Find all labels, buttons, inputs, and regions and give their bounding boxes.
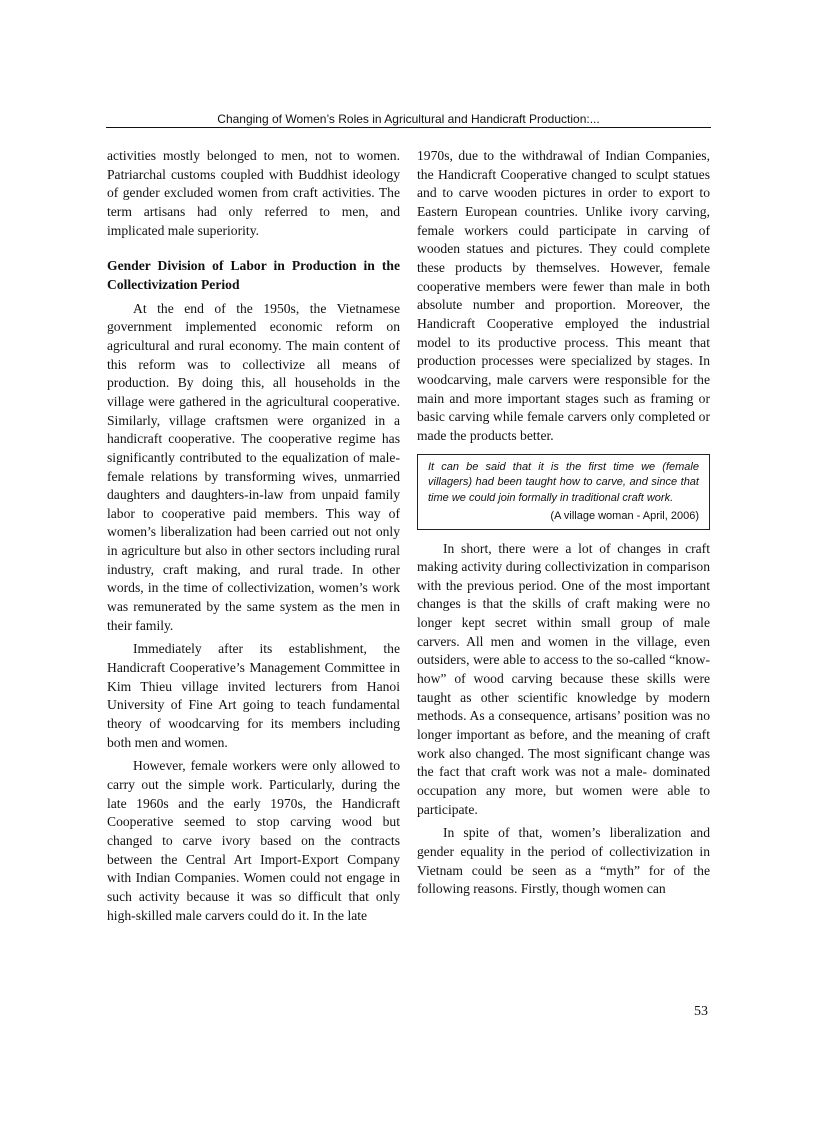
paragraph: However, female workers were only allowed to carry out the simple work. Particularly, during the late 1960s and the early 1970s, the Handicraft Cooperative seemed to stop carving wood but changed to carve ivory based on the contracts between the Central Art Import-Export Company with Indian Companies. Women could not engage in such activity because it was so difficult that only high-skilled male carvers could do it. In the late <box>107 758 400 923</box>
paragraph: In spite of that, women’s liberalization and gender equality in the period of collectivization in Vietnam could be seen as a “myth” for of the following reasons. Firstly, though women can <box>417 825 710 897</box>
page-number: 53 <box>694 1004 708 1019</box>
left-column <box>107 147 400 925</box>
right-column <box>417 147 710 899</box>
paragraph: At the end of the 1950s, the Vietnamese government implemented economic reform on agricultural and rural economy. The main content of this reform was to collectivize all means of production. By doing this, all households in the village were gathered in the agricultural cooperative. Similarly, village craftsmen were organized in a handicraft cooperative. The cooperative regime has significantly contributed to the equalization of male-female relations by transforming wives, unmarried daughters and daughters-in-law from unpaid family labor to cooperative paid members. This way of women’s liberalization had been carried out not only in agriculture but also in other sectors including rural industry, craft making, and rural trade. In other words, in the time of collectivization, women’s work was remunerated by the same system as the men in their family. <box>107 300 400 633</box>
section-heading: Gender Division of Labor in Production in the Collectivization Period <box>107 258 400 292</box>
quote-box <box>417 454 710 530</box>
paragraph: 1970s, due to the withdrawal of Indian Companies, the Handicraft Cooperative changed to sculpt statues and to carve wooden pictures in order to export to Eastern European countries. Unlike ivory carving, female workers could participate in carving of wooden statues and pictures. They could complete these products by themselves. However, female cooperative members were fewer than male in both absolute number and proportion. Moreover, the Handicraft Cooperative employed the industrial model to its productive process. This meant that production processes were specialized by stages. In woodcarving, male carvers were responsible for the main and more important stages such as framing or basic carving while female carvers only completed or made the products better. <box>417 148 710 443</box>
header-rule <box>106 127 711 128</box>
paragraph: activities mostly belonged to men, not to women. Patriarchal customs coupled with Buddhist ideology of gender excluded women from craft activities. The term artisans had only referred to men, and implicated male superiority. <box>107 148 400 238</box>
paragraph: Immediately after its establishment, the Handicraft Cooperative’s Management Committee in Kim Thieu village invited lecturers from Hanoi University of Fine Art going to teach fundamental theory of woodcarving for its members including both men and women. <box>107 641 400 750</box>
paragraph: In short, there were a lot of changes in craft making activity during collectivization in comparison with the previous period. One of the most important changes is that the skills of craft making were no longer kept secret within small group of male carvers. All men and women in the village, even outsiders, were able to access to the so-called “know-how” of wood carving because these skills were taught as other scientific knowledge by modern methods. As a consequence, artisans’ position was no longer important as before, and the meaning of craft work also changed. The most significant change was the fact that craft work was not a male- dominated occupation any more, but women were able to participate. <box>417 540 710 817</box>
quote-text: It can be said that it is the first time we (female villagers) had been taught how to carve, and since that time we could join formally in traditional craft work. <box>428 460 699 504</box>
running-header: Changing of Women’s Roles in Agricultural and Handicraft Production:... <box>217 112 600 126</box>
quote-source: (A village woman - April, 2006) <box>550 510 699 522</box>
